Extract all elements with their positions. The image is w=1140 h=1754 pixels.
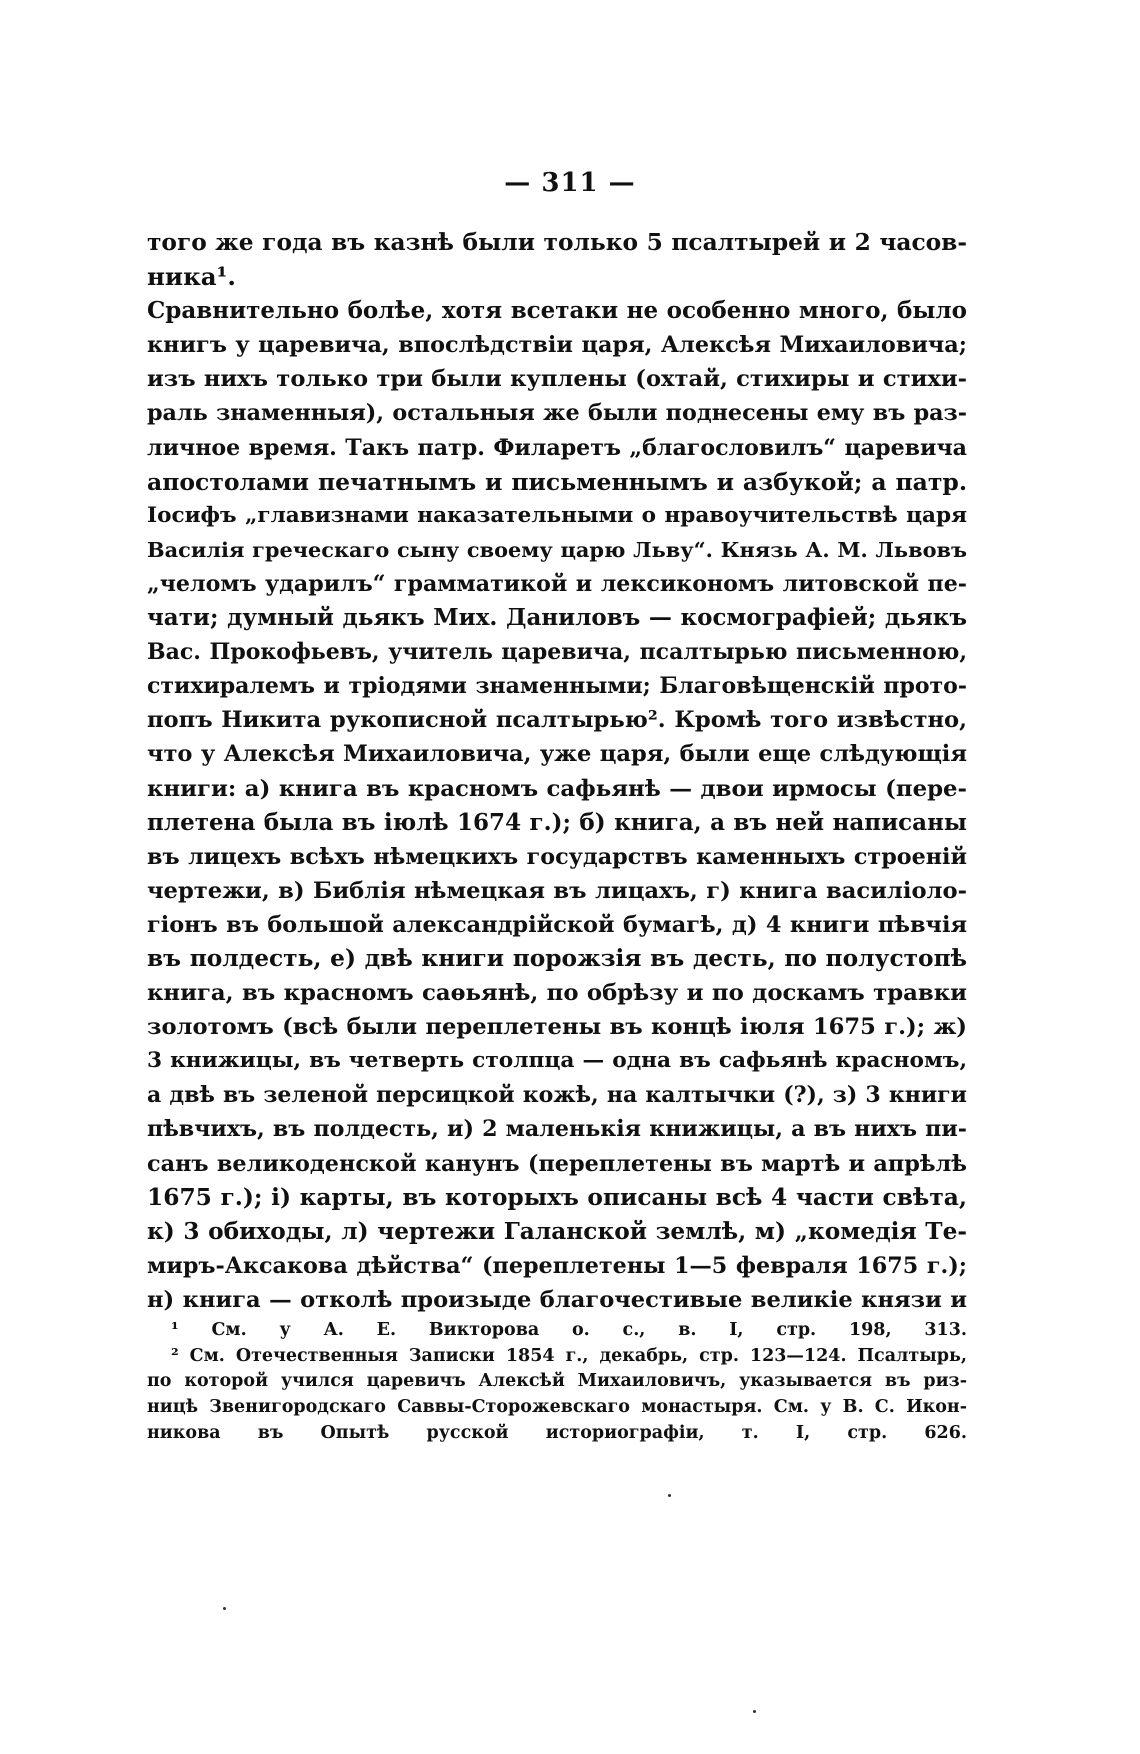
text-line: Іосифъ „главизнами наказательными о нравоучительствѣ царя (147, 502, 967, 528)
text-line: н) книга — отколѣ произыде благочестивые великіе князи и (147, 1286, 967, 1313)
text-line: попъ Никита рукописной псалтырью². Кромѣ того извѣстно, (147, 707, 967, 734)
text-line: изъ нихъ только три были куплены (охтай, стихиры и стихи- (147, 366, 967, 393)
text-line: чертежи, в) Библія нѣмецкая въ лицахъ, г) книга василіоло- (147, 877, 967, 904)
text-line: ника¹. (147, 262, 236, 292)
footnote-line: ¹ См. у А. Е. Викторова о. с., в. I, стр. 198, 313. (171, 1320, 967, 1340)
paper-speck (753, 1710, 756, 1713)
text-line: миръ-Аксакова дѣйства“ (переплетены 1—5 февраля 1675 г.); (147, 1252, 967, 1279)
text-line: плетена была въ іюлѣ 1674 г.); б) книга, а въ ней написаны (147, 808, 967, 836)
text-line: Вас. Прокофьевъ, учитель царевича, псалтырью письменною, (147, 639, 967, 666)
footnote-line: по которой учился царевичъ Алексѣй Михаиловичъ, указывается въ риз- (147, 1371, 967, 1392)
text-line: въ лицехъ всѣхъ нѣмецкихъ государствъ каменныхъ строеній (147, 843, 967, 870)
paper-speck (668, 1494, 671, 1497)
text-line: въ полдесть, е) двѣ книги порожзія въ десть, по полустопѣ (147, 944, 967, 972)
paper-speck (223, 1607, 226, 1610)
footnote-line: ² См. Отечественныя Записки 1854 г., декабрь, стр. 123—124. Псалтырь, (171, 1345, 967, 1366)
text-line: санъ великоденской канунъ (переплетены въ мартѣ и апрѣлѣ (147, 1150, 967, 1177)
page-number: — 311 — (504, 168, 636, 198)
footnote-line: никова въ Опытѣ русской историографіи, т. I, стр. 626. (147, 1422, 967, 1443)
text-line: Сравнительно болѣе, хотя всетаки не особенно много, было (147, 297, 967, 325)
text-line: книгъ у царевича, впослѣдствіи царя, Алексѣя Михаиловича; (147, 332, 967, 359)
text-line: „челомъ ударилъ“ грамматикой и лексикономъ литовской пе- (147, 570, 967, 597)
text-line: стихиралемъ и тріодями знаменными; Благовѣщенскій прото- (147, 673, 967, 700)
text-line: раль знаменныя), остальныя же были поднесены ему въ раз- (147, 400, 967, 427)
text-line: что у Алексѣя Михаиловича, уже царя, были еще слѣдующія (147, 741, 967, 768)
text-line: того же года въ казнѣ были только 5 псалтырей и 2 часов- (147, 229, 967, 256)
text-line: апостолами печатнымъ и письменнымъ и азбукой; а патр. (147, 467, 967, 496)
main-text (147, 226, 967, 1317)
text-line: гіонъ въ большой александрійской бумагѣ, д) 4 книги пѣвчія (147, 911, 967, 938)
text-line: личное время. Такъ патр. Филаретъ „благословилъ“ царевича (147, 434, 967, 461)
text-line: к) 3 обиходы, л) чертежи Галанской землѣ, м) „комедія Те- (147, 1217, 967, 1245)
text-line: а двѣ въ зеленой персицкой кожѣ, на калтычки (?), з) 3 книги (147, 1082, 967, 1109)
text-line: 3 книжицы, въ четверть столпца — одна въ сафьянѣ красномъ, (147, 1048, 967, 1074)
footnote-line: ницѣ Звенигородскаго Саввы-Сторожевскаго монастыря. См. у В. С. Икон- (147, 1397, 967, 1418)
text-line: пѣвчихъ, въ полдесть, и) 2 маленькія книжицы, а въ нихъ пи- (147, 1116, 967, 1143)
text-line: золотомъ (всѣ были переплетены въ концѣ іюля 1675 г.); ж) (147, 1014, 967, 1041)
text-line: чати; думный дьякъ Мих. Даниловъ — космографіей; дьякъ (147, 604, 967, 632)
text-line: Василія греческаго сыну своему царю Льву“. Князь А. М. Львовъ (147, 536, 967, 562)
text-line: книга, въ красномъ саѳьянѣ, по обрѣзу и по доскамъ травки (147, 980, 967, 1007)
text-line: книги: а) книга въ красномъ сафьянѣ — двои ирмосы (пере- (147, 775, 967, 802)
footnotes (147, 1318, 967, 1447)
text-line: 1675 г.); і) карты, въ которыхъ описаны всѣ 4 части свѣта, (147, 1183, 967, 1211)
